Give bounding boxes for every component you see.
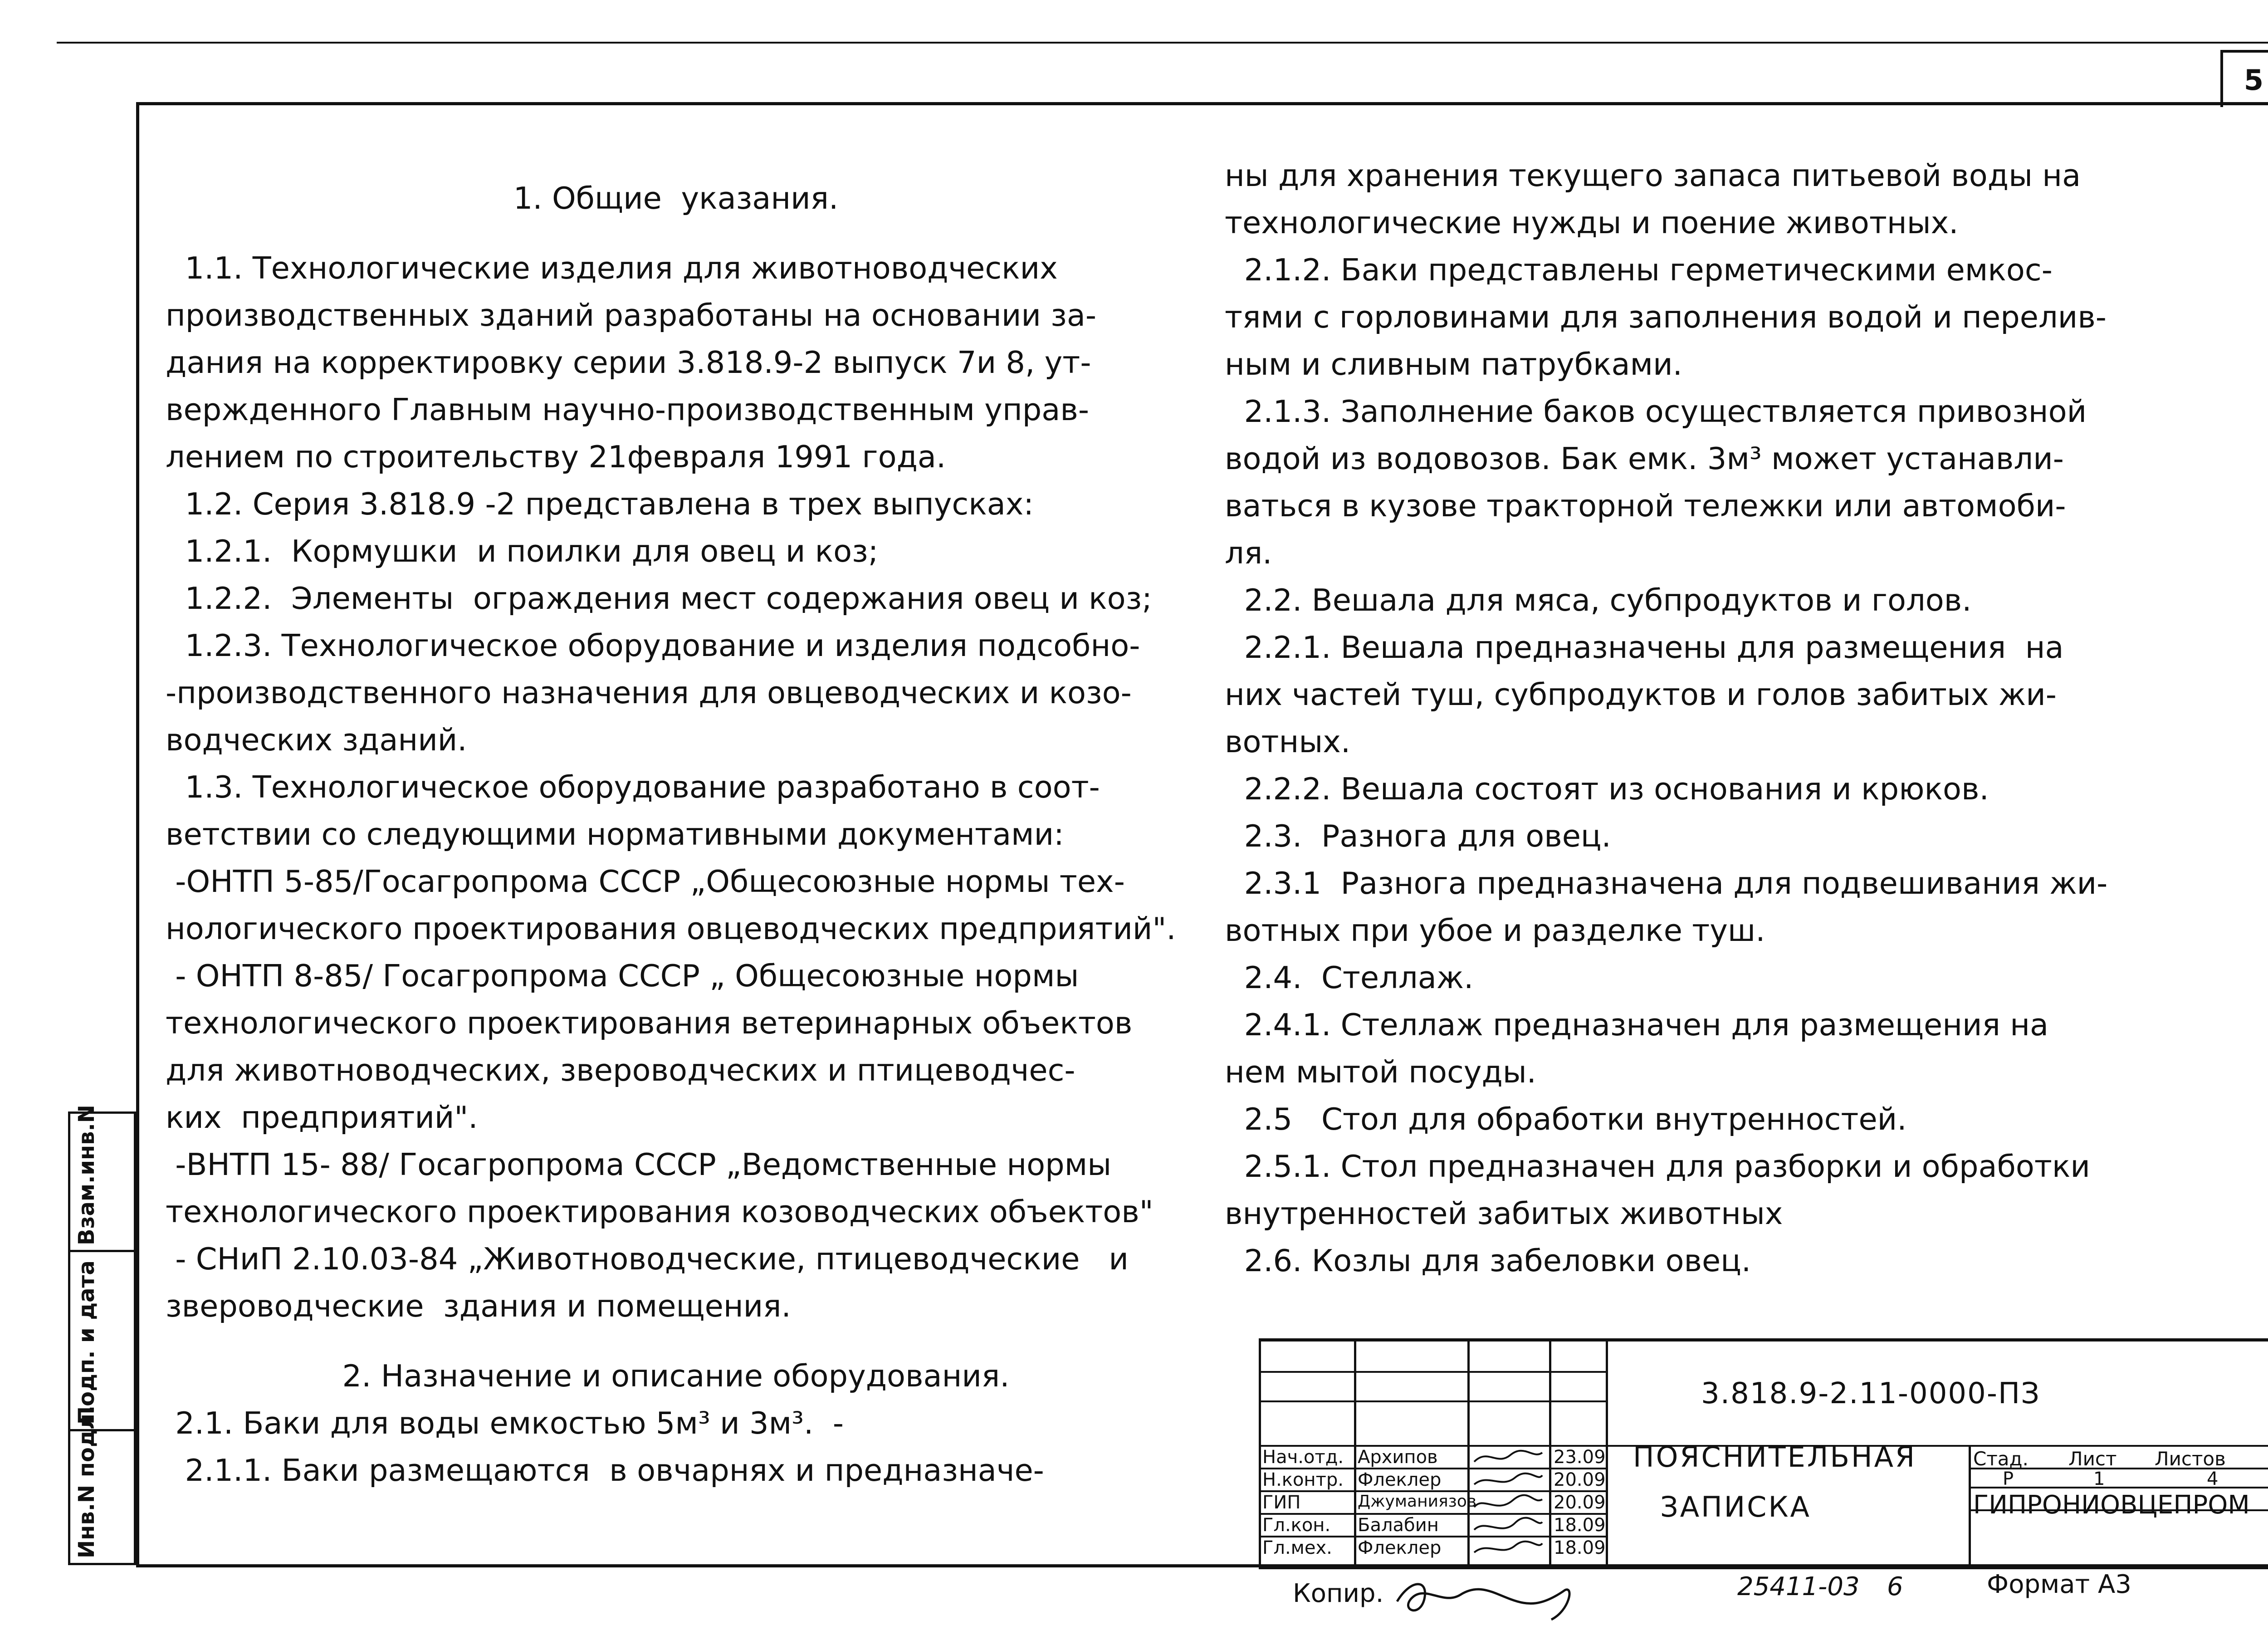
text-line: 1.2.1. Кормушки и поилки для овец и коз; — [166, 534, 879, 569]
role-chief-engineer: ГИП — [1262, 1492, 1301, 1513]
text-line: 1.2. Серия 3.818.9 -2 представлена в трех выпусках: — [166, 486, 1034, 522]
text-line: вержденного Главным научно-производственным управ- — [166, 392, 1090, 427]
text-line: - СНиП 2.10.03-84 „Животноводческие, птицеводческие и — [166, 1241, 1129, 1277]
text-line: 2.6. Козлы для забеловки овец. — [1225, 1243, 1751, 1278]
text-line: 2.5 Стол для обработки внутренностей. — [1225, 1102, 1907, 1137]
name-chief-mechanic: Флеклер — [1358, 1537, 1442, 1558]
paragraph-gap — [166, 1330, 1186, 1352]
text-line: 2.1.3. Заполнение баков осуществляется привозной — [1225, 394, 2087, 429]
text-line: ны для хранения текущего запаса питьевой воды на — [1225, 158, 2081, 193]
text-line: для животноводческих, звероводческих и птицеводчес- — [166, 1053, 1075, 1088]
text-line: технологического проектирования козоводческих объектов" — [166, 1194, 1154, 1229]
text-line: ваться в кузове тракторной тележки или автомоби- — [1225, 488, 2066, 524]
page-index: 6 — [1887, 1572, 1903, 1601]
copied-label: Копир. — [1293, 1579, 1384, 1608]
text-line: 2.2.1. Вешала предназначены для размещения на — [1225, 630, 2064, 665]
name-head-dept: Архипов — [1358, 1447, 1438, 1468]
side-label-inventory: Инв.N подл. — [74, 1405, 99, 1558]
text-line: 1.2.3. Технологическое оборудование и изделия подсобно- — [166, 628, 1140, 663]
role-norm-control: Н.контр. — [1262, 1469, 1344, 1490]
sheet-header: Лист — [2068, 1448, 2117, 1470]
text-line: 2.2.2. Вешала состоят из основания и крюков. — [1225, 771, 1989, 807]
organization-name: ГИПРОНИОВЦЕПРОМ — [1973, 1490, 2250, 1520]
text-line: ких предприятий". — [166, 1100, 478, 1135]
text-line: нологического проектирования овцеводческих предприятий". — [166, 911, 1176, 946]
stage-header: Стад. — [1973, 1448, 2028, 1470]
sheets-header: Листов — [2155, 1448, 2226, 1470]
text-line: -ВНТП 15- 88/ Госагропрома СССР „Ведомственные нормы — [166, 1147, 1112, 1182]
signature-marks — [1470, 1446, 1547, 1564]
sheet-number: 5 — [2220, 50, 2268, 107]
text-line: вотных. — [1225, 724, 1351, 759]
role-head-dept: Нач.отд. — [1262, 1447, 1344, 1468]
text-line: 2.1.1. Баки размещаются в овчарнях и предназначе- — [166, 1453, 1044, 1488]
text-line: тями с горловинами для заполнения водой и перелив- — [1225, 299, 2107, 335]
text-line: -ОНТП 5-85/Госагропрома СССР „Общесоюзные нормы тех- — [166, 864, 1125, 899]
text-line: звероводческие здания и помещения. — [166, 1288, 791, 1324]
date-chief-mechanic: 18.09 — [1554, 1537, 1606, 1558]
text-line: технологические нужды и поение животных. — [1225, 205, 1959, 240]
text-line: -производственного назначения для овцеводческих и козо- — [166, 675, 1132, 710]
paragraph-gap — [166, 222, 1186, 245]
left-text-column — [166, 175, 1186, 1494]
text-line: 2.1. Баки для воды емкостью 5м³ и 3м³. - — [166, 1405, 844, 1441]
document-title-line1: ПОЯСНИТЕЛЬНАЯ — [1633, 1440, 1917, 1474]
text-line: 2.3. Разнога для овец. — [1225, 818, 1611, 854]
text-line: водческих зданий. — [166, 722, 467, 758]
text-line: 2.1.2. Баки представлены герметическими емкос- — [1225, 252, 2053, 288]
text-line: вотных при убое и разделке туш. — [1225, 913, 1765, 948]
sheet-value: 1 — [2093, 1469, 2105, 1489]
text-line: ля. — [1225, 535, 1272, 571]
top-rule — [57, 42, 2268, 44]
copier-signature — [1393, 1574, 1583, 1629]
text-line: нем мытой посуды. — [1225, 1054, 1536, 1090]
text-line: 2.4. Стеллаж. — [1225, 960, 1474, 995]
document-title-line2: ЗАПИСКА — [1660, 1490, 1811, 1523]
side-cell-inventory — [68, 1405, 136, 1565]
text-line: 2.2. Вешала для мяса, субпродуктов и голов. — [1225, 583, 1972, 618]
section-heading: 2. Назначение и описание оборудования. — [342, 1358, 1010, 1394]
section-heading: 1. Общие указания. — [513, 181, 839, 216]
date-head-dept: 23.09 — [1554, 1447, 1606, 1468]
name-chief-engineer: Джуманиязов — [1358, 1492, 1477, 1511]
text-line: ным и сливным патрубками. — [1225, 347, 1682, 382]
role-chief-designer: Гл.кон. — [1262, 1515, 1331, 1536]
side-label-signature: Подп. и дата — [74, 1260, 99, 1425]
side-label-replacement: Взам.инв.N — [74, 1105, 99, 1245]
format-label: Формат А3 — [1987, 1570, 2131, 1599]
text-line: 1.1. Технологические изделия для животноводческих — [166, 250, 1058, 286]
text-line: 1.3. Технологическое оборудование разработано в соот- — [166, 769, 1100, 805]
text-line: ветствии со следующими нормативными документами: — [166, 817, 1064, 852]
text-line: внутренностей забитых животных — [1225, 1196, 1783, 1231]
side-approval-strip — [68, 1105, 136, 1565]
name-chief-designer: Балабин — [1358, 1515, 1439, 1536]
role-chief-mechanic: Гл.мех. — [1262, 1537, 1332, 1558]
right-text-column — [1225, 152, 2218, 1284]
stage-value: Р — [2003, 1469, 2014, 1489]
text-line: 2.3.1 Разнога предназначена для подвешивания жи- — [1225, 866, 2108, 901]
document-code: 3.818.9-2.11-0000-ПЗ — [1701, 1377, 2041, 1410]
order-number: 25411-03 — [1737, 1572, 1860, 1601]
date-chief-engineer: 20.09 — [1554, 1492, 1606, 1513]
date-norm-control: 20.09 — [1554, 1469, 1606, 1490]
sheets-value: 4 — [2207, 1469, 2219, 1489]
date-chief-designer: 18.09 — [1554, 1515, 1606, 1536]
name-norm-control: Флеклер — [1358, 1469, 1442, 1490]
text-line: технологического проектирования ветеринарных объектов — [166, 1005, 1133, 1041]
text-line: - ОНТП 8-85/ Госагропрома СССР „ Общесоюзные нормы — [166, 958, 1079, 994]
side-cell-signature — [68, 1250, 136, 1431]
text-line: водой из водовозов. Бак емк. 3м³ может устанавли- — [1225, 441, 2064, 476]
text-line: 2.5.1. Стол предназначен для разборки и обработки — [1225, 1149, 2090, 1184]
text-line: лением по строительству 21февраля 1991 года. — [166, 439, 946, 475]
side-cell-replacement — [68, 1105, 136, 1252]
text-line: 2.4.1. Стеллаж предназначен для размещения на — [1225, 1007, 2049, 1043]
text-line: них частей туш, субпродуктов и голов забитых жи- — [1225, 677, 2057, 712]
text-line: производственных зданий разработаны на основании за- — [166, 298, 1097, 333]
text-line: дания на корректировку серии 3.818.9-2 выпуск 7и 8, ут- — [166, 345, 1091, 380]
text-line: 1.2.2. Элементы ограждения мест содержания овец и коз; — [166, 581, 1152, 616]
